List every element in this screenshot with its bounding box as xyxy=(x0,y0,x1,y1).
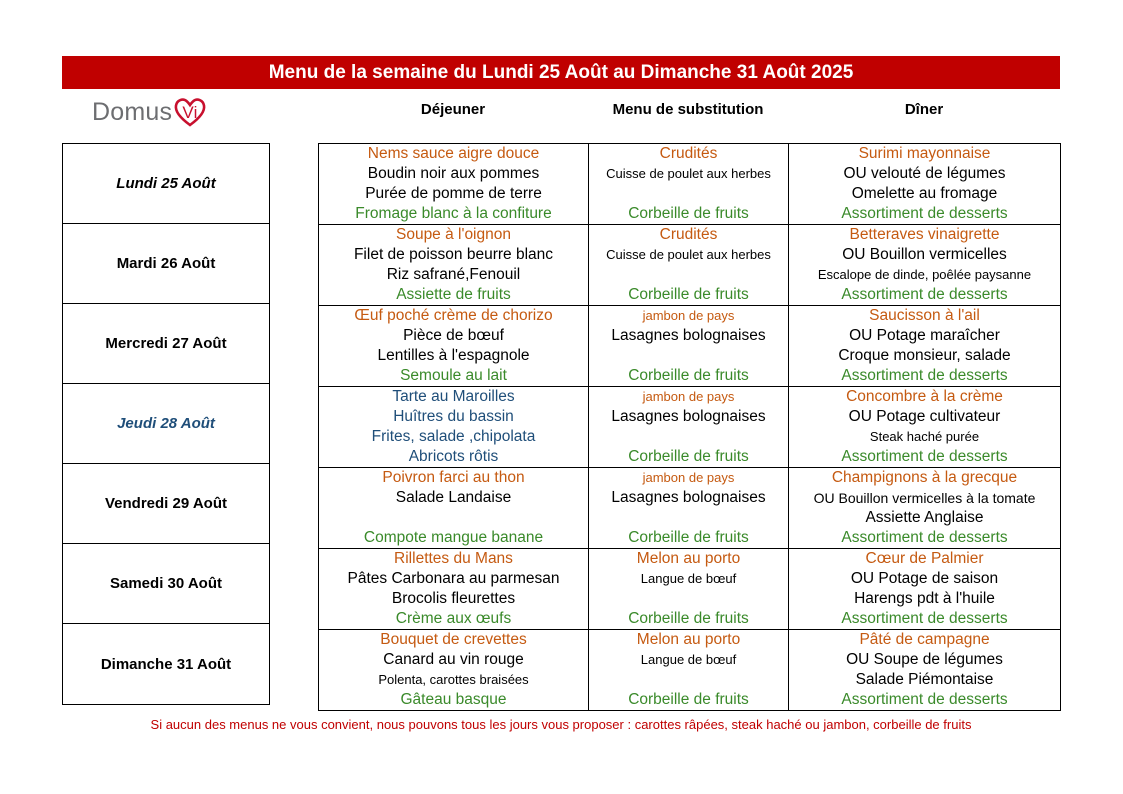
column-header-diner: Dîner xyxy=(904,101,944,118)
menu-item: Riz safrané,Fenouil xyxy=(386,266,521,283)
menu-item: Pâté de campagne xyxy=(859,631,990,648)
menu-item: Assortiment de desserts xyxy=(841,691,1008,708)
menu-item: Boudin noir aux pommes xyxy=(367,165,540,182)
menu-item: Gâteau basque xyxy=(400,691,507,708)
day-label: Vendredi 29 Août xyxy=(63,464,269,544)
menu-row xyxy=(319,468,1061,549)
menu-item xyxy=(589,346,788,366)
menu-item: Poivron farci au thon xyxy=(382,469,525,486)
menu-cell-diner xyxy=(789,468,1061,549)
menu-item xyxy=(589,265,788,285)
menu-row xyxy=(319,225,1061,306)
column-header-substitution: Menu de substitution xyxy=(612,101,764,118)
menu-cell-diner xyxy=(789,387,1061,468)
day-label: Dimanche 31 Août xyxy=(100,655,232,673)
menu-item: Purée de pomme de terre xyxy=(365,185,542,202)
menu-item: Steak haché purée xyxy=(869,429,980,444)
menu-item: Brocolis fleurettes xyxy=(391,590,516,607)
menu-item: Filet de poisson beurre blanc xyxy=(353,246,554,263)
menu-item: Polenta, carottes braisées xyxy=(378,672,529,687)
menu-cell-substitution xyxy=(589,225,789,306)
menu-item: Corbeille de fruits xyxy=(628,286,749,303)
day-column xyxy=(62,143,270,705)
menu-item: Escalope de dinde, poêlée paysanne xyxy=(817,267,1032,282)
day-label: Lundi 25 Août xyxy=(63,144,269,224)
menu-item: Tarte au Maroilles xyxy=(392,388,515,405)
menu-item: Melon au porto xyxy=(636,550,741,567)
day-label: Jeudi 28 Août xyxy=(63,384,269,464)
menu-row xyxy=(319,630,1061,711)
menu-item: Langue de bœuf xyxy=(640,571,737,586)
logo-suffix: Vi xyxy=(182,103,198,122)
menu-item: Corbeille de fruits xyxy=(628,448,749,465)
menu-cell-substitution xyxy=(589,387,789,468)
menu-item: Assortiment de desserts xyxy=(841,205,1008,222)
menu-item: Salade Landaise xyxy=(395,489,512,506)
menu-row xyxy=(319,144,1061,225)
menu-item: Concombre à la crème xyxy=(846,388,1003,405)
footer-note: Si aucun des menus ne vous convient, nous pouvons tous les jours vous proposer : carottes râpées, steak haché ou jambon, corbeille de fruits xyxy=(150,717,972,732)
menu-item: Saucisson à l'ail xyxy=(869,307,980,324)
menu-item: jambon de pays xyxy=(642,308,735,323)
menu-item: OU Potage maraîcher xyxy=(849,327,1000,344)
menu-item: Betteraves vinaigrette xyxy=(849,226,1000,243)
menu-item: OU Bouillon vermicelles à la tomate xyxy=(813,490,1036,506)
menu-item: OU Potage de saison xyxy=(850,570,999,587)
domusvi-logo xyxy=(92,96,207,128)
menu-item: Assiette Anglaise xyxy=(865,509,984,526)
menu-item xyxy=(589,427,788,447)
menu-item: Salade Piémontaise xyxy=(855,671,994,688)
menu-item xyxy=(589,184,788,204)
menu-item: Canard au vin rouge xyxy=(383,651,524,668)
menu-item: OU velouté de légumes xyxy=(843,165,1006,182)
menu-item xyxy=(319,508,588,528)
menu-cell-diner xyxy=(789,630,1061,711)
menu-item: Pièce de bœuf xyxy=(403,327,504,344)
day-label: Samedi 30 Août xyxy=(63,544,269,624)
menu-item: Corbeille de fruits xyxy=(628,691,749,708)
menu-item: Pâtes Carbonara au parmesan xyxy=(347,570,560,587)
menu-item: Cuisse de poulet aux herbes xyxy=(606,247,771,262)
menu-item: Lentilles à l'espagnole xyxy=(377,347,530,364)
menu-cell-dejeuner xyxy=(319,468,589,549)
menu-item: Melon au porto xyxy=(636,631,741,648)
menu-item: Frites, salade ,chipolata xyxy=(371,428,536,445)
menu-cell-diner xyxy=(789,306,1061,387)
menu-item: Langue de bœuf xyxy=(640,652,737,667)
menu-cell-diner xyxy=(789,549,1061,630)
heart-icon xyxy=(173,96,207,128)
menu-item: Corbeille de fruits xyxy=(628,529,749,546)
menu-cell-diner xyxy=(789,225,1061,306)
menu-item: Bouquet de crevettes xyxy=(380,631,527,648)
menu-item: Harengs pdt à l'huile xyxy=(854,590,995,607)
menu-row xyxy=(319,549,1061,630)
menu-item: Lasagnes bolognaises xyxy=(611,489,766,506)
menu-item: Fromage blanc à la confiture xyxy=(355,205,552,222)
menu-cell-substitution xyxy=(589,468,789,549)
menu-item: Corbeille de fruits xyxy=(628,205,749,222)
menu-item: OU Soupe de légumes xyxy=(846,651,1003,668)
menu-item: Corbeille de fruits xyxy=(628,367,749,384)
menu-cell-dejeuner xyxy=(319,144,589,225)
column-header-dejeuner: Déjeuner xyxy=(420,101,486,118)
menu-cell-dejeuner xyxy=(319,549,589,630)
menu-item: Corbeille de fruits xyxy=(628,610,749,627)
menu-cell-dejeuner xyxy=(319,306,589,387)
menu-cell-dejeuner xyxy=(319,630,589,711)
menu-cell-substitution xyxy=(589,144,789,225)
menu-item: OU Potage cultivateur xyxy=(848,408,1001,425)
menu-item: Lasagnes bolognaises xyxy=(611,327,766,344)
menu-item: Semoule au lait xyxy=(400,367,507,384)
menu-item: Assortiment de desserts xyxy=(841,448,1008,465)
menu-item: Soupe à l'oignon xyxy=(395,226,511,243)
menu-item: Compote mangue banane xyxy=(363,529,544,546)
menu-item xyxy=(589,508,788,528)
menu-item: Cuisse de poulet aux herbes xyxy=(606,166,771,181)
day-label: Mercredi 27 Août xyxy=(63,304,269,384)
menu-item: Crudités xyxy=(659,226,718,243)
menu-cell-substitution xyxy=(589,630,789,711)
menu-item: Assortiment de desserts xyxy=(841,529,1008,546)
menu-item: Abricots rôtis xyxy=(408,448,499,465)
menu-item: Cœur de Palmier xyxy=(865,550,984,567)
menu-cell-dejeuner xyxy=(319,387,589,468)
menu-item: Huîtres du bassin xyxy=(393,408,514,425)
menu-cell-diner xyxy=(789,144,1061,225)
menu-cell-substitution xyxy=(589,549,789,630)
menu-item: Assortiment de desserts xyxy=(841,610,1008,627)
menu-item: Surimi mayonnaise xyxy=(858,145,991,162)
page-title: Menu de la semaine du Lundi 25 Août au Dimanche 31 Août 2025 xyxy=(62,56,1060,89)
menu-item: Champignons à la grecque xyxy=(831,469,1018,486)
menu-row xyxy=(319,306,1061,387)
menu-table xyxy=(318,143,1061,711)
menu-item: Nems sauce aigre douce xyxy=(367,145,540,162)
menu-cell-substitution xyxy=(589,306,789,387)
menu-item: Rillettes du Mans xyxy=(394,550,513,567)
day-label: Mardi 26 Août xyxy=(63,224,269,304)
menu-item: Crudités xyxy=(659,145,718,162)
menu-item: Assortiment de desserts xyxy=(841,286,1008,303)
menu-item xyxy=(589,670,788,690)
logo-text: Domus xyxy=(92,97,173,126)
menu-cell-dejeuner xyxy=(319,225,589,306)
menu-row xyxy=(319,387,1061,468)
menu-item: OU Bouillon vermicelles xyxy=(842,246,1007,263)
menu-item: Omelette au fromage xyxy=(851,185,998,202)
menu-item: Assiette de fruits xyxy=(396,286,511,303)
menu-item: Crème aux œufs xyxy=(395,610,512,627)
menu-item: Croque monsieur, salade xyxy=(838,347,1011,364)
menu-item: jambon de pays xyxy=(642,389,735,404)
menu-item: Assortiment de desserts xyxy=(841,367,1008,384)
menu-item: Lasagnes bolognaises xyxy=(611,408,766,425)
menu-item: Œuf poché crème de chorizo xyxy=(354,307,553,324)
menu-item xyxy=(589,589,788,609)
menu-item: jambon de pays xyxy=(642,470,735,485)
